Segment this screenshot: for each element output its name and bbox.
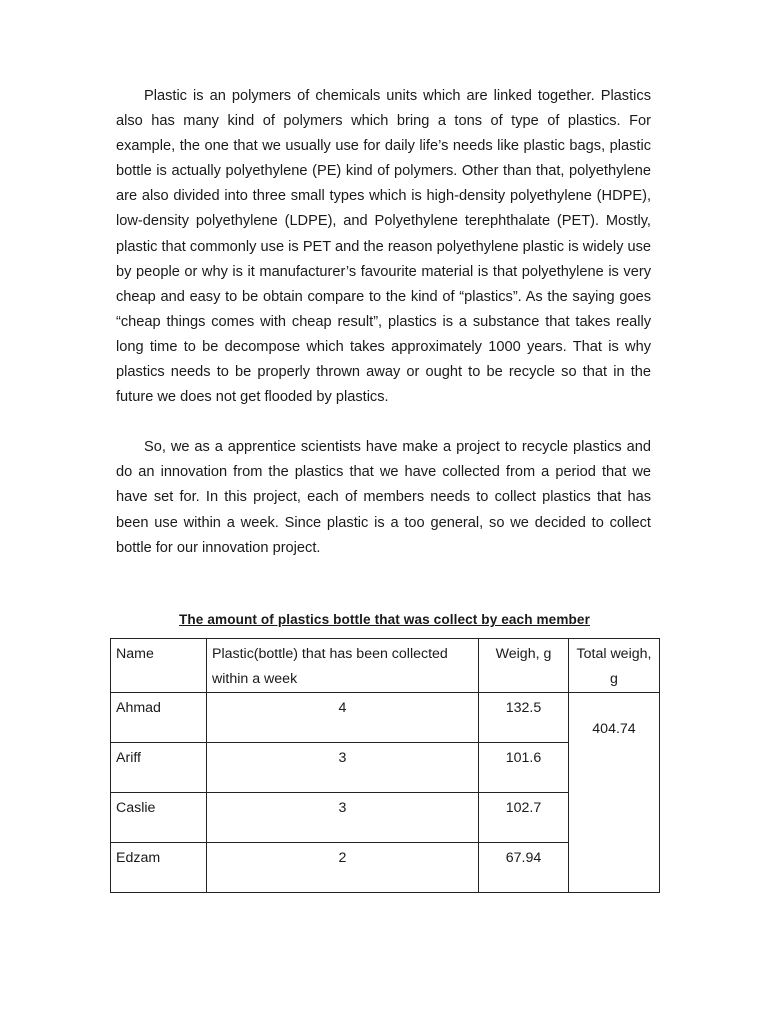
paragraph-plastics-intro: Plastic is an polymers of chemicals units which are linked together. Plastics also has many kind of polymers which bring a tons of type of plastics. For example, the one that we usually use for daily life’s needs like plastic bags, plastic bottle is actually polyethylene (PE) kind of polymers. Other than that, polyethylene are also divided into three small types which is high-density polyethylene (HDPE), low-density polyethylene (LDPE), and Polyethylene terephthalate (PET). Mostly, plastic that commonly use is PET and the reason polyethylene plastic is widely use by people or why is it manufacturer’s favourite material is that polyethylene is very cheap and easy to be obtain compare to the kind of “plastics”. As the saying goes “cheap things comes with cheap result”, plastics is a substance that takes really long time to be decompose which takes approximately 1000 years. That is why plastics needs to be properly thrown away or ought to be recycle so that in the future we does not get flooded by plastics. <box>116 88 651 406</box>
paragraph-project-intro: So, we as a apprentice scientists have make a project to recycle plastics and do an innovation from the plastics that we have collected from a period that we have set for. In this project, each of members needs to collect plastics that has been use within a week. Since plastic is a too general, so we decided to collect bottle for our innovation project. <box>116 439 651 556</box>
header-total-weigh: Total weigh, g <box>569 639 660 693</box>
header-weigh: Weigh, g <box>479 639 569 693</box>
cell-plastic-count: 3 <box>207 743 479 793</box>
bottle-collection-table <box>110 638 660 893</box>
cell-weigh: 102.7 <box>479 793 569 843</box>
cell-weigh: 101.6 <box>479 743 569 793</box>
header-plastic: Plastic(bottle) that has been collected within a week <box>207 639 479 693</box>
table-header-row <box>111 639 660 693</box>
table-caption: The amount of plastics bottle that was collect by each member <box>179 612 590 627</box>
cell-name: Caslie <box>111 793 207 843</box>
header-name: Name <box>111 639 207 693</box>
cell-plastic-count: 3 <box>207 793 479 843</box>
cell-name: Ariff <box>111 743 207 793</box>
cell-weigh: 67.94 <box>479 843 569 893</box>
cell-name: Edzam <box>111 843 207 893</box>
cell-plastic-count: 4 <box>207 693 479 743</box>
cell-total-weigh: 404.74 <box>569 693 660 893</box>
document-body <box>116 84 651 561</box>
cell-plastic-count: 2 <box>207 843 479 893</box>
cell-weigh: 132.5 <box>479 693 569 743</box>
table-row <box>111 693 660 743</box>
cell-name: Ahmad <box>111 693 207 743</box>
